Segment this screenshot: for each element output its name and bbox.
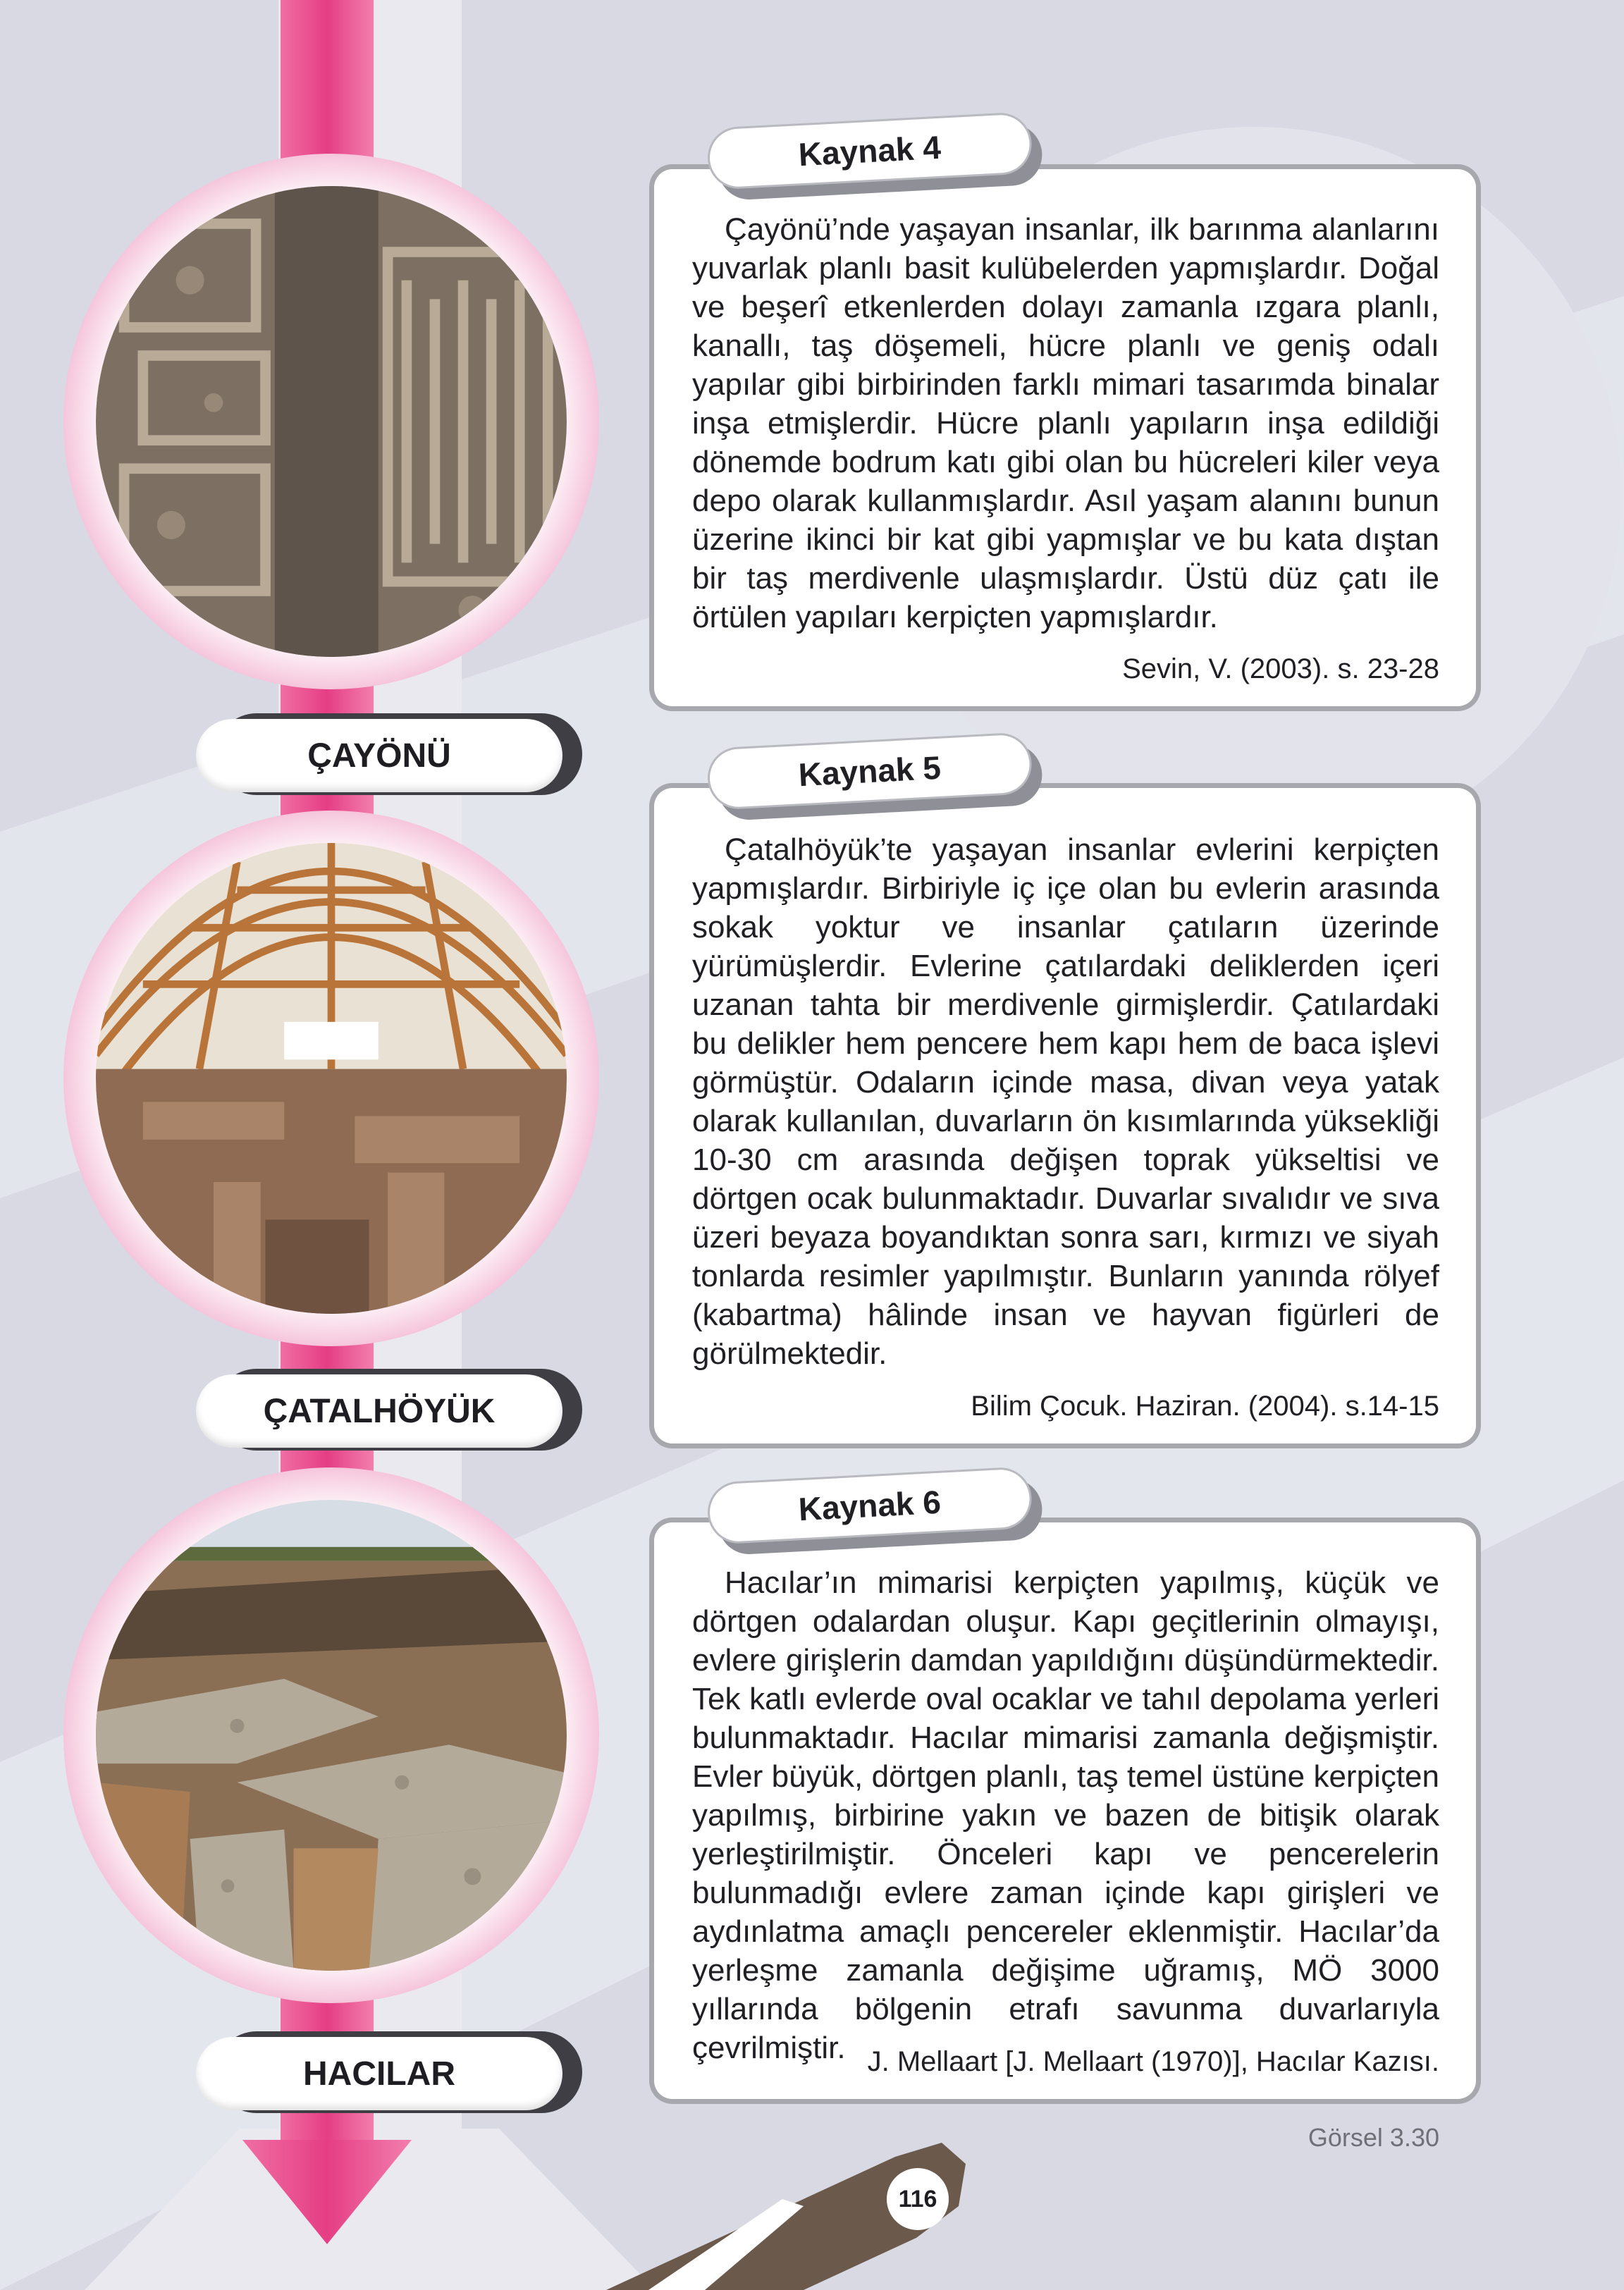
site-label-cayonu	[196, 719, 562, 792]
source-text	[692, 1563, 1439, 2067]
source-card-6	[654, 1522, 1476, 2099]
source-paragraph: Çatalhöyük’te yaşayan insanlar evlerini kerpiçten yapmışlardır. Birbiriyle iç içe olan bu evlerin arasında sokak yoktur ve insanlar çatıların üzerinde yürümüşlerdir. Evlerine çatılardaki deliklerden içeri uzanan tahta bir merdivenle girmişlerdir. Çatılardaki bu delikler hem pencere hem kapı hem de baca işlevi görmüştür. Odaların içinde masa, divan veya yatak olarak kullanılan, duvarların ön kısımlarında yüksekliği 10-30 cm arasında değişen toprak yükseltisi ve dörtgen ocak bulunmaktadır. Duvarlar sıvalıdır ve sıva üzeri beyaza boyandıktan sonra sarı, kırmızı ve siyah tonlarda resimler yapılmıştır. Bunların yanında rölyef (kabartma) hâlinde insan ve hayvan figürleri de görülmektedir.	[692, 832, 1439, 1371]
aerial-excavation-photo	[96, 186, 567, 657]
page-number: 116	[887, 2168, 949, 2230]
stone-ruins-photo	[96, 1500, 567, 1971]
source-citation: Bilim Çocuk. Haziran. (2004). s.14-15	[971, 1391, 1439, 1422]
covered-excavation-photo	[96, 843, 567, 1314]
site-label-catalhoyuk	[196, 1374, 562, 1448]
source-tab-label: Kaynak 5	[706, 732, 1033, 811]
source-text	[692, 210, 1439, 636]
source-citation: J. Mellaart [J. Mellaart (1970)], Hacılar Kazısı.	[867, 2046, 1439, 2077]
site-label-text: ÇATALHÖYÜK	[196, 1374, 562, 1448]
source-card-4	[654, 169, 1476, 706]
source-text	[692, 830, 1439, 1373]
source-tab-label: Kaynak 6	[706, 1466, 1033, 1545]
site-label-text: HACILAR	[196, 2037, 562, 2110]
source-paragraph: Çayönü’nde yaşayan insanlar, ilk barınma alanlarını yuvarlak planlı basit kulübelerden yapmışlardır. Doğal ve beşerî etkenlerden dolayı zamanla ızgara planlı, kanallı, taş döşemeli, hücre planlı ve geniş odalı yapılar gibi birbirinden farklı mimari tasarımda binalar inşa etmişlerdir. Hücre planlı yapıların inşa edildiği dönemde bodrum katı gibi olan bu hücreleri kiler veya depo olarak kullanmışlardır. Asıl yaşam alanını bunun üzerine ikinci bir kat gibi yapmışlar ve bu kata dıştan bir taş merdivenle ulaşmışlardır. Üstü düz çatı ile örtülen yapıları kerpiçten yapmışlardır.	[692, 212, 1439, 634]
figure-caption: Görsel 3.30	[1308, 2123, 1439, 2152]
source-paragraph: Hacılar’ın mimarisi kerpiçten yapılmış, küçük ve dörtgen odalardan oluşur. Kapı geçitlerinin olmayışı, evlere girişlerin damdan yapıldığını düşündürmektedir. Tek katlı evlerde oval ocaklar ve tahıl depolama yerleri bulunmaktadır. Hacılar mimarisi zamanla değişmiştir. Evler büyük, dörtgen planlı, taş temel üstüne kerpiçten yapılmış, birbirine yakın ve bazen de bitişik olarak yerleştirilmiştir. Önceleri kapı ve pencerelerin bulunmadığı evlere zaman içinde kapı girişleri ve aydınlatma amaçlı pencereler eklenmiştir. Hacılar’da yerleşme zamanla değişime uğramış, MÖ 3000 yıllarında bölgenin etrafı savunma duvarlarıyla çevrilmiştir.	[692, 1565, 1439, 2065]
source-citation: Sevin, V. (2003). s. 23-28	[1122, 653, 1439, 684]
source-tab-label: Kaynak 4	[706, 111, 1033, 190]
site-label-text: ÇAYÖNÜ	[196, 719, 562, 792]
site-label-hacilar	[196, 2037, 562, 2110]
source-card-5	[654, 788, 1476, 1443]
